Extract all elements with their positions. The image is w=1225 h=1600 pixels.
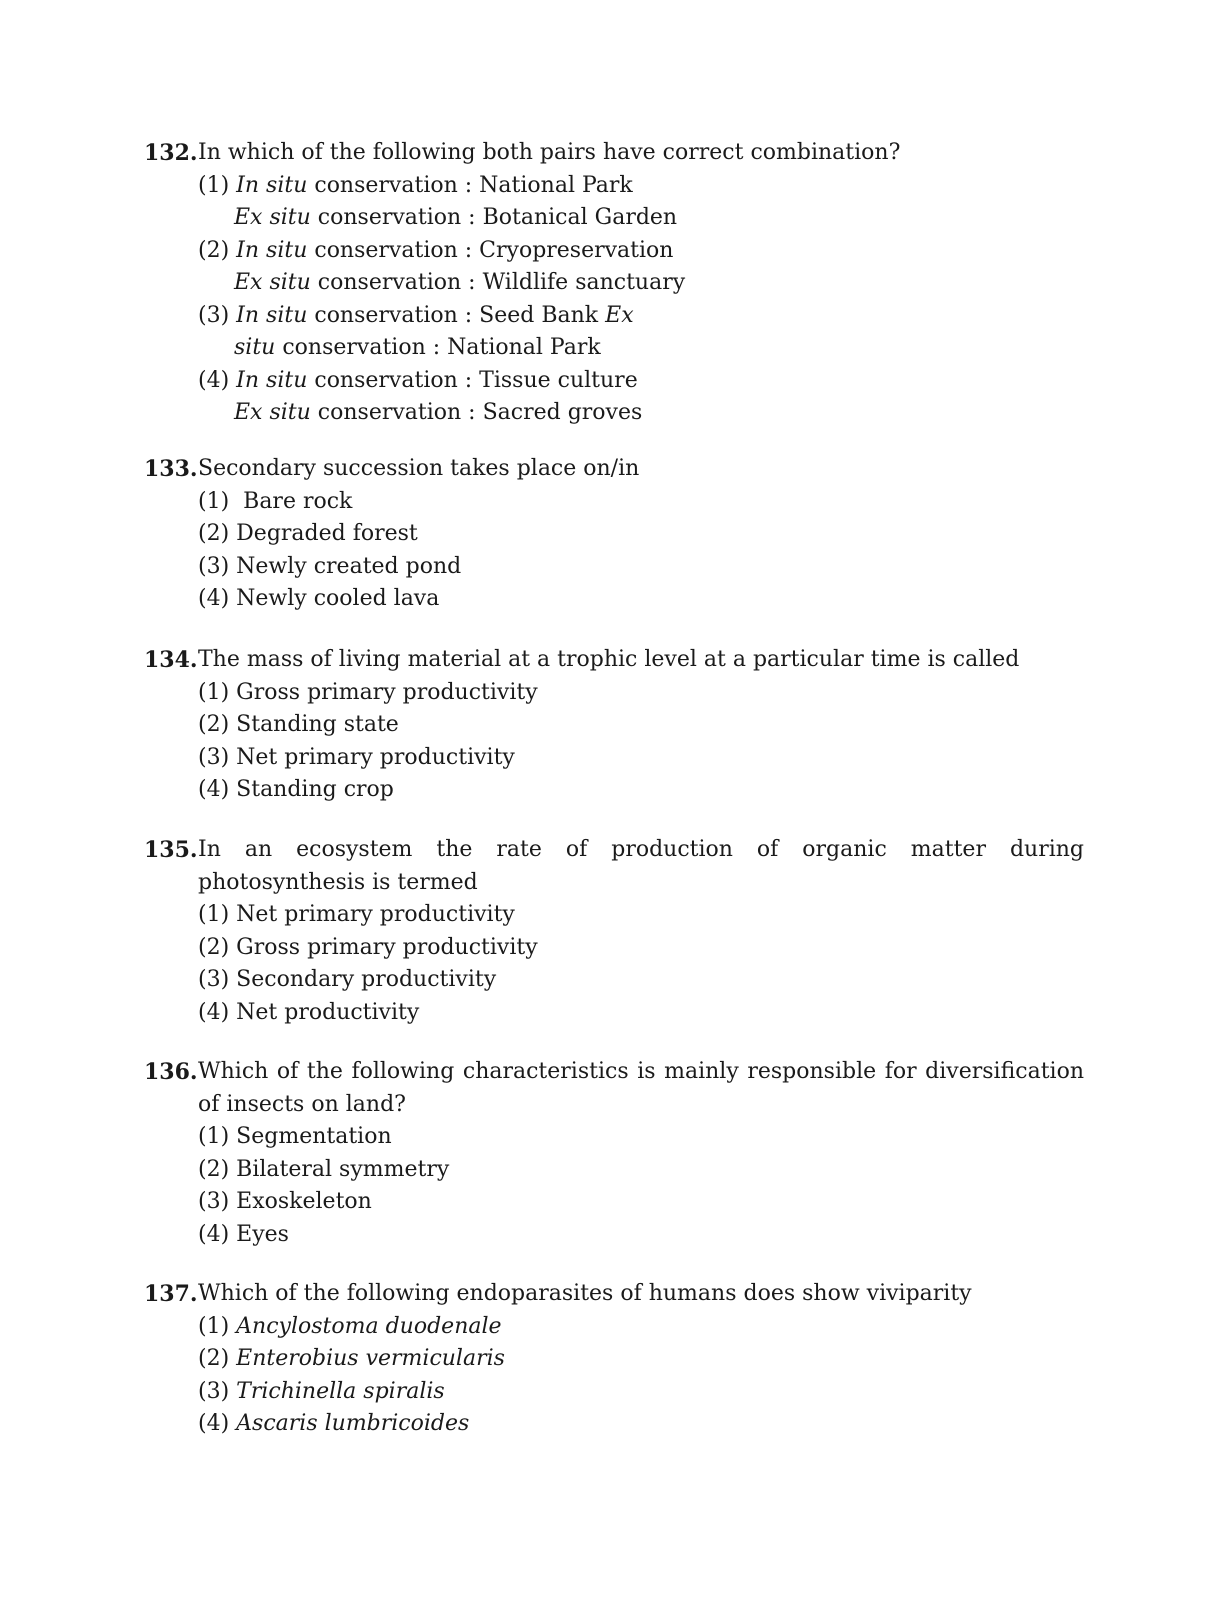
- question-text: Which of the following characteristics is mainly responsible for diversification of insects on land?: [198, 1059, 1084, 1117]
- option-1: (1) Segmentation: [198, 1124, 392, 1149]
- option-3: (3) Net primary productivity: [198, 744, 515, 770]
- option-2: (2) Standing state: [198, 712, 399, 737]
- question-135: [144, 834, 1084, 1029]
- option-4: (4) Eyes: [198, 1221, 289, 1247]
- option-2: (2) Degraded forest: [198, 521, 418, 546]
- option-1: (1) Gross primary productivity: [198, 679, 538, 705]
- option-2: (2) Bilateral symmetry: [198, 1156, 450, 1182]
- question-text: Which of the following endoparasites of humans does show viviparity: [198, 1281, 972, 1306]
- question-136: [144, 1056, 1084, 1251]
- question-134: [144, 644, 1084, 807]
- question-132: [144, 137, 1084, 430]
- option-3: (3) In situ conservation : Seed Bank Ex: [198, 302, 634, 328]
- question-text: In which of the following both pairs have correct combination?: [198, 140, 901, 165]
- option-2-line-2: Ex situ conservation : Wildlife sanctuary: [234, 270, 686, 295]
- option-3: (3) Trichinella spiralis: [198, 1378, 445, 1404]
- option-1-line-2: Ex situ conservation : Botanical Garden: [234, 205, 678, 230]
- option-4-line-2: Ex situ conservation : Sacred groves: [234, 400, 643, 425]
- question-text: In an ecosystem the rate of production of organic matter during photosynthesis is termed: [198, 837, 1084, 895]
- option-2: (2) Gross primary productivity: [198, 934, 538, 960]
- option-2: (2) Enterobius vermicularis: [198, 1346, 505, 1371]
- question-number: 136.: [144, 1059, 198, 1085]
- question-text: The mass of living material at a trophic level at a particular time is called: [198, 647, 1020, 672]
- question-number: 135.: [144, 837, 198, 863]
- option-3: (3) Exoskeleton: [198, 1189, 372, 1214]
- option-4: (4) Newly cooled lava: [198, 586, 440, 611]
- option-4: (4) In situ conservation : Tissue culture: [198, 367, 638, 393]
- option-1: (1) Ancylostoma duodenale: [198, 1313, 502, 1339]
- question-number: 133.: [144, 456, 198, 482]
- question-text: Secondary succession takes place on/in: [198, 456, 640, 481]
- question-number: 132.: [144, 140, 198, 166]
- option-4: (4) Standing crop: [198, 777, 394, 802]
- option-3: (3) Newly created pond: [198, 553, 462, 579]
- option-4: (4) Net productivity: [198, 999, 420, 1025]
- option-1: (1) Net primary productivity: [198, 902, 515, 927]
- option-2: (2) In situ conservation : Cryopreservation: [198, 237, 674, 263]
- option-1: (1) In situ conservation : National Park: [198, 172, 633, 198]
- option-4: (4) Ascaris lumbricoides: [198, 1411, 470, 1436]
- question-number: 137.: [144, 1281, 198, 1307]
- option-1: (1) Bare rock: [198, 488, 353, 514]
- option-3-line-2: situ conservation : National Park: [234, 335, 601, 360]
- question-133: [144, 453, 1084, 616]
- question-137: [144, 1278, 1084, 1441]
- option-3: (3) Secondary productivity: [198, 967, 497, 992]
- question-number: 134.: [144, 647, 198, 673]
